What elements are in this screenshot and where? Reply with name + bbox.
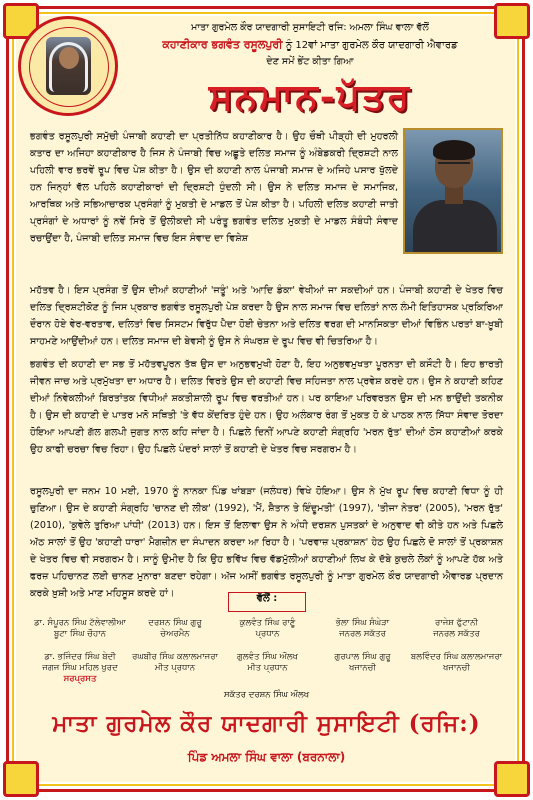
- signatory-role: ਮੀਤ ਪ੍ਰਧਾਨ: [247, 663, 288, 673]
- signatory-name: ਗੁਲਵੰਤ ਸਿੰਘ ਔਲਖ: [237, 652, 298, 662]
- award-line: ਨੂੰ 12ਵਾਂ ਮਾਤਾ ਗੁਰਮੇਲ ਕੌਰ ਯਾਦਗਾਰੀ ਐਵਾਰਡ: [282, 40, 458, 51]
- signatory: [130, 652, 220, 674]
- awardee-name: ਕਹਾਣੀਕਾਰ ਭਗਵੰਤ ਰਸੂਲਪੁਰੀ: [162, 38, 283, 51]
- signatory: [220, 618, 315, 640]
- signatory-name: ਗੁਰਪਾਲ ਸਿੰਘ ਗੁਰੂ: [334, 652, 391, 662]
- signatory-role: ਮੀਤ ਪ੍ਰਧਾਨ: [154, 663, 196, 673]
- signatory: [315, 618, 410, 640]
- corner-ornament: [494, 761, 530, 797]
- corner-ornament: [494, 3, 530, 39]
- signatory-name: ਰਘਬੀਰ ਸਿੰਘ ਕਲਾਲਮਾਜਰਾ: [132, 652, 218, 662]
- signatory-sub: ਜਗਜ ਸਿੰਘ ਮਹਿਲ ਖੁਰਦ: [42, 663, 118, 673]
- signatory-role: ਚੇਅਰਮੈਨ: [160, 629, 190, 639]
- signatory-name: ਬਲਵਿੰਦਰ ਸਿੰਘ ਕਲਾਲਮਾਜਰਾ: [410, 652, 503, 662]
- paragraph-3: ਰਸੂਲਪੁਰੀ ਦਾ ਜਨਮ 10 ਮਈ, 1970 ਨੂੰ ਨਾਨਕਾ ਪਿੰਡ ਖਾਂਬੜਾ (ਜਲੰਧਰ) ਵਿਖੇ ਹੋਇਆ। ਉਸ ਨੇ ਮੁੱਖ ਰੂਪ ਵਿਚ ਕਹਾਣੀ ਵਿਧਾ ਨੂੰ ਹੀ ਚੁਣਿਆ। ਉਸ ਦੇ ਕਹਾਣੀ ਸੰਗ੍ਰਹਿ 'ਚਾਨਣ ਦੀ ਲੀਕ' (1992), 'ਮੈਂ, ਸ਼ੈਤਾਨ ਤੇ ਇੰਦੂਮਤੀ' (1997), 'ਤੀਜਾ ਨੇਤਰ' (2005), 'ਮਰਨ ਰੁੱਤ' (2010), 'ਕੁਵੇਲੇ ਤੁਰਿਆ ਪਾਂਧੀ' (2013) ਹਨ। ਇਸ ਤੋਂ ਇਲਾਵਾ ਉਸ ਨੇ ਅੰਧੀ ਦਰਸ਼ਨ ਪੁਸਤਕਾਂ ਦੇ ਅਨੁਵਾਦ ਵੀ ਕੀਤੇ ਹਨ ਅਤੇ ਪਿਛਲੇ ਅੱਠ ਸਾਲਾਂ ਤੋਂ ਉਹ 'ਕਹਾਣੀ ਧਾਰਾ' ਮੈਗਜ਼ੀਨ ਦਾ ਸੰਪਾਦਨ ਕਰਦਾ ਆ ਰਿਹਾ ਹੈ। 'ਪਰਵਾਜ਼ ਪ੍ਰਕਾਸ਼ਨ' ਹੇਠ ਉਹ ਪਿਛਲੇ ਦੋ ਸਾਲਾਂ ਤੋਂ ਪ੍ਰਕਾਸ਼ਨ ਦੇ ਖੇਤਰ ਵਿਚ ਵੀ ਸਰਗਰਮ ਹੈ। ਸਾਨੂੰ ਉਮੀਦ ਹੈ ਕਿ ਉਹ ਭਵਿੱਖ ਵਿਚ ਵੱਡਮੁੱਲੀਆਂ ਕਹਾਣੀਆਂ ਲਿਖ ਕੇ ਦੱਬੇ ਕੁਚਲੇ ਲੋਕਾਂ ਨੂੰ ਆਪਣੇ ਹੱਕ ਅਤੇ ਫਰਜ਼ ਪਹਿਚਾਨਣ ਲਈ ਚਾਨਣ ਮੁਨਾਰਾ ਬਣਦਾ ਰਹੇਗਾ। ਅੱਜ ਅਸੀਂ ਭਗਵੰਤ ਰਸੂਲਪੁਰੀ ਨੂੰ ਮਾਤਾ ਗੁਰਮੇਲ ਕੌਰ ਯਾਦਗਾਰੀ ਐਵਾਰਡ ਪ੍ਰਦਾਨ ਕਰਕੇ ਖ਼ੁਸ਼ੀ ਅਤੇ ਮਾਣ ਮਹਿਸੂਸ ਕਰਦੇ ਹਾਂ।: [30, 486, 503, 599]
- signatory-role: ਖਜਾਨਚੀ: [349, 663, 376, 673]
- society-name: ਮਾਤਾ ਗੁਰਮੇਲ ਕੌਰ ਯਾਦਗਾਰੀ ਸੁਸਾਇਟੀ (ਰਜਿ:): [52, 710, 481, 737]
- signatory-name: ਦਰਸ਼ਨ ਸਿੰਘ ਗੁਰੂ: [148, 618, 202, 628]
- signatory-name: ਰਾਜੇਸ਼ ਫੁੱਟਾਨੀ: [435, 618, 478, 628]
- signatory-name: ਡਾ. ਸੰਪੂਰਨ ਸਿੰਘ ਟੱਲੇਵਾਲੀਆ: [34, 618, 126, 628]
- signatory-name: ਭੋਲਾ ਸਿੰਘ ਸੰਘੇੜਾ: [335, 618, 390, 628]
- secretary-line: ਸਕੱਤਰ ਦਰਸ਼ਨ ਸਿੰਘ ਔਲਖ: [223, 690, 310, 700]
- paragraph-1: ਭਗਵੰਤ ਰਸੂਲਪੁਰੀ ਸਮੁੱਚੀ ਪੰਜਾਬੀ ਕਹਾਣੀ ਦਾ ਪ੍ਰਤੀਨਿੱਧ ਕਹਾਣੀਕਾਰ ਹੈ। ਉਹ ਚੌਥੀ ਪੀੜ੍ਹੀ ਦੀ ਮੁਹਰਲੀ ਕਤਾਰ ਦਾ ਅਜਿਹਾ ਕਹਾਣੀਕਾਰ ਹੈ ਜਿਸ ਨੇ ਪੰਜਾਬੀ ਵਿਚ ਅਛੂਤੇ ਦਲਿਤ ਸਮਾਜ ਨੂੰ ਅੰਬੇਡਕਰੀ ਦ੍ਰਿਸ਼ਟੀ ਨਾਲ ਪਹਿਲੀ ਵਾਰ ਭਰਵੇਂ ਰੂਪ ਵਿਚ ਪੇਸ਼ ਕੀਤਾ ਹੈ। ਉਸ ਦੀ ਕਹਾਣੀ ਨਾਲ ਪੰਜਾਬੀ ਸਮਾਜ ਦੇ ਅਜਿਹੇ ਪਸਾਰ ਖੁੱਲਦੇ ਹਨ ਜਿਨ੍ਹਾਂ ਵੱਲ ਪਹਿਲੇ ਕਹਾਣੀਕਾਰਾਂ ਦੀ ਦ੍ਰਿਸ਼ਟੀ ਧੁੰਦਲੀ ਸੀ। ਉਸ ਨੇ ਦਲਿਤ ਸਮਾਜ ਦੇ ਸਮਾਜਿਕ, ਆਰਥਿਕ ਅਤੇ ਸਭਿਆਚਾਰਕ ਪ੍ਰਸੰਗਾਂ ਨੂੰ ਮੁਕਤੀ ਦੇ ਮਾਡਲ ਤੋਂ ਪੇਸ਼ ਕੀਤਾ ਹੈ। ਪਹਿਲੀ ਦਲਿਤ ਕਹਾਣੀ ਜਾਤੀ ਪ੍ਰਸੰਗਾਂ ਦੇ ਅਧਾਰਾਂ ਨੂੰ ਨਵੇਂ ਸਿਰੇ ਤੋਂ ਉਲੀਕਦੀ ਸੀ ਪਰੰਤੂ ਭਗਵੰਤ ਦਲਿਤ ਮੁਕਤੀ ਦੇ ਮਾਡਲ ਸੰਬੰਧੀ ਸੰਵਾਦ ਰਚਾਉਂਦਾ ਹੈ, ਪੰਜਾਬੀ ਦਲਿਤ ਸਮਾਜ ਵਿਚ ਇਸ ਸੰਵਾਦ ਦਾ ਵਿਸ਼ੇਸ਼: [30, 131, 398, 244]
- village-name: ਪਿੰਡ ਅਮਲਾ ਸਿੰਘ ਵਾਲਾ (ਬਰਨਾਲਾ): [187, 750, 346, 764]
- paragraph-2: ਭਗਵੰਤ ਦੀ ਕਹਾਣੀ ਦਾ ਸਭ ਤੋਂ ਮਹੱਤਵਪੂਰਨ ਤੱਥ ਉਸ ਦਾ ਅਨੁਭਵਮੁਖੀ ਹੋਣਾ ਹੈ, ਇਹ ਅਨੁਭਵਮੁਖਤਾ ਪੂਰਨਤਾ ਦੀ ਕਸੌਟੀ ਹੈ। ਇਹ ਭਾਰਤੀ ਜੀਵਨ ਜਾਚ ਅਤੇ ਪ੍ਰਮੁੱਖਤਾ ਦਾ ਅਧਾਰ ਹੈ। ਦਲਿਤ ਵਿਰਤੇ ਉਸ ਦੀ ਕਹਾਣੀ ਵਿਚ ਸਹਿਜਤਾ ਨਾਲ ਪ੍ਰਵੇਸ਼ ਕਰਦੇ ਹਨ। ਉਸ ਨੇ ਕਹਾਣੀ ਕਹਿਣ ਦੀਆਂ ਨਿਵੇਕਲੀਆਂ ਬਿਰਤਾਂਤਕ ਵਿਧੀਆਂ ਸ਼ਕਤੀਸ਼ਾਲੀ ਰੂਪ ਵਿਚ ਵਰਤੀਆਂ ਹਨ। ਪਰ ਕਾਇਆ ਪਰਿਵਰਤਨ ਉਸ ਦੀ ਮਨ ਭਾਉਂਦੀ ਤਕਨੀਕ ਹੈ। ਉਸ ਦੀ ਕਹਾਣੀ ਦੇ ਪਾਤਰ ਮਨੋ ਸਥਿਤੀ 'ਤੇ ਵੱਧ ਕੇਂਦਰਿਤ ਹੁੰਦੇ ਹਨ। ਉਹ ਅਲੰਕਾਰ ਰੰਗ ਤੋਂ ਮੁਕਤ ਹੋ ਕੇ ਪਾਠਕ ਨਾਲ ਸਿੱਧਾ ਸੰਵਾਦ ਤੋਰਦਾ ਹੋਇਆ ਆਪਣੀ ਗੱਲ ਗਲਪੀ ਜੁਗਤ ਨਾਲ ਕਹਿ ਜਾਂਦਾ ਹੈ। ਪਿਛਲੇ ਦਿਨੀਂ ਆਪਣੇ ਕਹਾਣੀ ਸੰਗ੍ਰਹਿ 'ਮਰਨ ਰੁੱਤ' ਦੀਆਂ ਠੋਸ ਕਹਾਣੀਆਂ ਕਰਕੇ ਉਹ ਕਾਫੀ ਚਰਚਾ ਵਿਚ ਰਿਹਾ। ਉਹ ਪਿਛਲੇ ਪੰਦਰਾਂ ਸਾਲਾਂ ਤੋਂ ਕਹਾਣੀ ਦੇ ਖੇਤਰ ਵਿਚ ਸਰਗਰਮ ਹੈ।: [30, 359, 503, 455]
- signatory-name: ਕੁਲਵੰਤ ਸਿੰਘ ਰਾਣੂੰ: [239, 618, 296, 628]
- awardee-photo: [403, 128, 503, 254]
- header-line-2: [125, 38, 495, 52]
- signatories-row-2: [30, 652, 503, 690]
- signatory: [410, 618, 503, 640]
- signatory: [30, 618, 130, 640]
- certificate-title: ਸਨਮਾਨ-ਪੱਤਰ: [208, 76, 412, 118]
- signatory-role: ਖਜਾਨਚੀ: [443, 663, 470, 673]
- signatory-role: ਸਰਪ੍ਰਸਤ: [63, 674, 97, 684]
- signatory: [220, 652, 315, 674]
- signatory: [30, 652, 130, 685]
- signatories-heading: ਵੱਲੋਂ :: [228, 592, 306, 612]
- header-line-3: ਦੇਣ ਸਮੇਂ ਭੇਂਟ ਕੀਤਾ ਗਿਆ: [266, 56, 354, 67]
- signatory-role: ਜਨਰਲ ਸਕੱਤਰ: [433, 629, 480, 639]
- signatory: [315, 652, 410, 674]
- signatory-name: ਡਾ. ਭਜਿੰਦਰ ਸਿੰਘ ਬੇਦੀ: [44, 652, 116, 662]
- paragraph-1-continued: ਮਹੱਤਵ ਹੈ। ਇਸ ਪ੍ਰਸੰਗ ਤੋਂ ਉਸ ਦੀਆਂ ਕਹਾਣੀਆਂ 'ਜਤੂੰ' ਅਤੇ 'ਆਦਿ ਡੰਕਾ' ਵੇਖੀਆਂ ਜਾ ਸਕਦੀਆਂ ਹਨ। ਪੰਜਾਬੀ ਕਹਾਣੀ ਦੇ ਖੇਤਰ ਵਿਚ ਦਲਿਤ ਦ੍ਰਿਸ਼ਟੀਕੋਣ ਨੂੰ ਜਿਸ ਪ੍ਰਕਾਰ ਭਗਵੰਤ ਰਸੂਲਪੁਰੀ ਪੇਸ਼ ਕਰਦਾ ਹੈ ਉਸ ਨਾਲ ਸਮਾਜ ਵਿਚ ਦਲਿਤਾਂ ਨਾਲ ਲੰਮੀ ਇਤਿਹਾਸਕ ਪ੍ਰਕਿਰਿਆ ਦੌਰਾਨ ਹੋਏ ਵੇਰ-ਵਰਤਾਵ, ਦਲਿਤਾਂ ਵਿਚ ਸਿਸਟਮ ਵਿਰੁੱਧ ਪੈਦਾ ਹੋਈ ਚੇਤਨਾ ਅਤੇ ਦਲਿਤ ਵਰਗ ਦੀ ਮਾਨਸਿਕਤਾ ਦੀਆਂ ਵਿਭਿੰਨ ਪਰਤਾਂ ਬਾ-ਖ਼ੂਬੀ ਸਾਹਮਣੇ ਆਉਂਦੀਆਂ ਹਨ। ਦਲਿਤ ਸਮਾਜ ਦੀ ਬੇਵਸੀ ਨੂੰ ਉਸ ਨੇ ਸੰਘਰਸ਼ ਦੇ ਰੂਪ ਵਿਚ ਵੀ ਚਿਤਰਿਆ ਹੈ।: [30, 285, 503, 347]
- signatories-row-1: [30, 618, 503, 656]
- signatory-role: ਜਨਰਲ ਸਕੱਤਰ: [339, 629, 386, 639]
- mother-portrait: [46, 37, 91, 95]
- signatory: [410, 652, 503, 674]
- signatory-role: ਪ੍ਰਧਾਨ: [255, 629, 280, 639]
- signatory-role: ਬੂਟਾ ਸਿੰਘ ਚੌਹਾਨ: [53, 629, 106, 639]
- header-line-1: ਮਾਤਾ ਗੁਰਮੇਲ ਕੌਰ ਯਾਦਗਾਰੀ ਸੁਸਾਇਟੀ ਰਜਿ: ਅਮਲਾ ਸਿੰਘ ਵਾਲਾ ਵੱਲੋਂ: [191, 22, 429, 33]
- society-seal: [18, 16, 118, 116]
- corner-ornament: [3, 761, 39, 797]
- signatory: [130, 618, 220, 640]
